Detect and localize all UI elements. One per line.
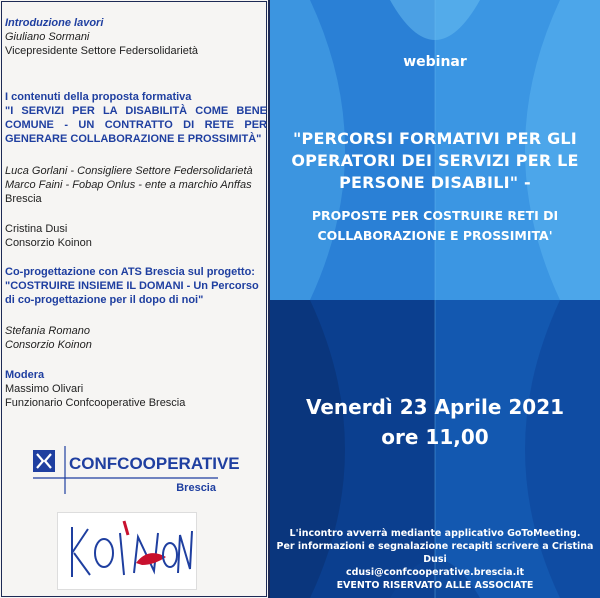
event-title: "PERCORSI FORMATIVI PER GLI OPERATORI DEI SERVIZI PER LE PERSONE DISABILI" - [291, 129, 579, 192]
event-time: ore 11,00 [381, 425, 489, 449]
logo-confcooperative-text: CONFCOOPERATIVE [69, 454, 240, 473]
blue-geometric-background [270, 0, 600, 598]
coprog-title: "COSTRUIRE INSIEME IL DOMANI - Un Percorso di co-progettazione per il dopo di noi" [5, 280, 259, 306]
contents-heading: I contenuti della proposta formativa [5, 91, 192, 103]
koinon-logo [57, 512, 197, 590]
program-panel [0, 0, 270, 598]
speakers-block [5, 164, 267, 206]
moderator-heading: Modera [5, 369, 45, 381]
speaker-dusi-org: Consorzio Koinon [5, 237, 92, 249]
event-datetime [270, 392, 600, 452]
coprog-heading: Co-progettazione con ATS Brescia sul progetto: [5, 266, 255, 278]
intro-role: Vicepresidente Settore Federsolidarietà [5, 45, 199, 57]
intro-heading: Introduzione lavori [5, 17, 104, 29]
webinar-panel [270, 0, 600, 598]
event-subtitle: PROPOSTE PER COSTRUIRE RETI DI COLLABORAZIONE E PROSSIMITA' [311, 208, 559, 243]
logo-brescia-text: Brescia [176, 482, 216, 494]
contents-block [5, 90, 267, 146]
info-email: cdusi@confcooperative.brescia.it [345, 567, 524, 578]
speaker-dusi-name: Cristina Dusi [5, 223, 68, 235]
moderator-block [5, 368, 267, 410]
speaker-romano-org: Consorzio Koinon [5, 339, 92, 351]
coprog-block [5, 265, 267, 307]
confcooperative-logo [33, 446, 240, 494]
moderator-name: Massimo Olivari [5, 383, 84, 395]
info-reserved: EVENTO RISERVATO ALLE ASSOCIATE [336, 580, 534, 591]
speaker-romano-name: Stefania Romano [5, 325, 90, 337]
speaker-gorlani: Luca Gorlani - Consigliere Settore Federsolidarietà [5, 165, 253, 177]
speaker-dusi-block [5, 222, 267, 250]
info-platform: L'incontro avverrà mediante applicativo GoToMeeting. [289, 528, 581, 539]
event-info [270, 527, 600, 592]
intro-name: Giuliano Sormani [5, 31, 90, 43]
speaker-romano-block [5, 324, 267, 352]
speaker-faini: Marco Faini - Fobap Onlus - ente a marchio Anffas [5, 179, 252, 191]
contents-title: "I SERVIZI PER LA DISABILITÀ COME BENE COMUNE - UN CONTRATTO DI RETE PER GENERARE COLLABORAZIONE E PROSSIMITÀ" [5, 105, 267, 145]
webinar-label: webinar [403, 54, 467, 70]
intro-block [5, 16, 267, 58]
speaker-faini-city: Brescia [5, 193, 42, 205]
event-date: Venerdì 23 Aprile 2021 [305, 395, 565, 419]
info-contact: Per informazioni e segnalazione recapiti scrivere a Cristina Dusi [276, 541, 594, 565]
moderator-role: Funzionario Confcooperative Brescia [5, 397, 186, 409]
